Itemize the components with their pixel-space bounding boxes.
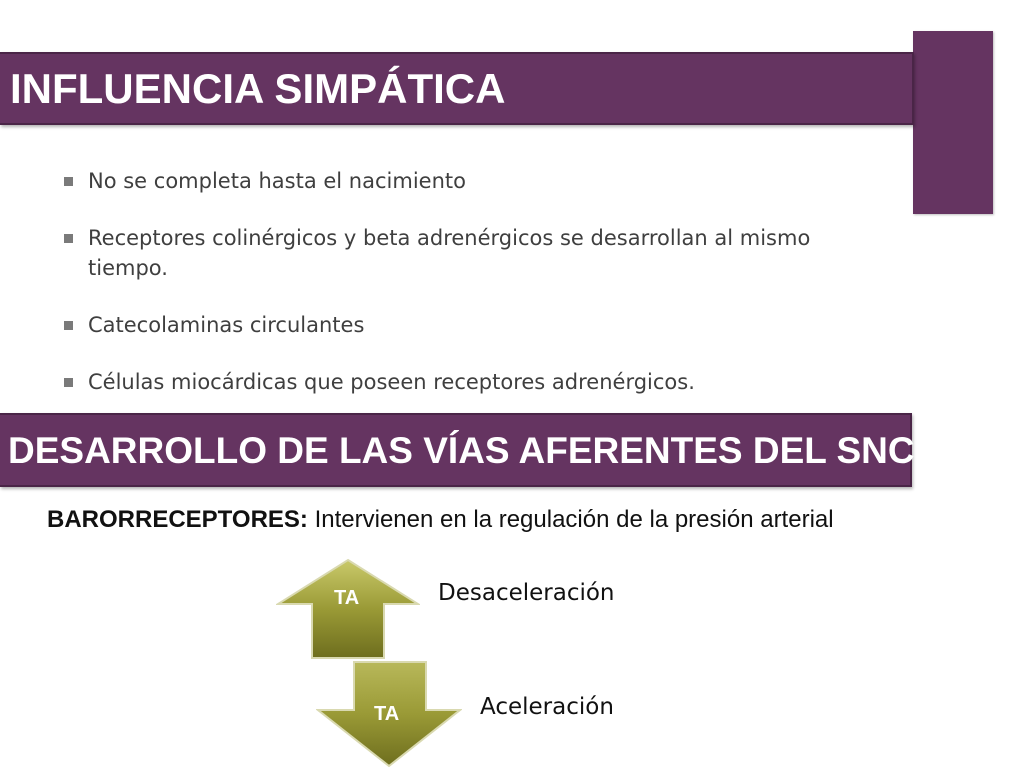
bullet-text: Receptores colinérgicos y beta adrenérgicos se desarrollan al mismo tiempo. xyxy=(88,226,811,280)
section-title-influencia: INFLUENCIA SIMPÁTICA xyxy=(0,52,914,125)
baroreceptor-description: Intervienen en la regulación de la presión arterial xyxy=(307,506,834,533)
bullet-text: No se completa hasta el nacimiento xyxy=(88,169,466,193)
square-bullet-icon xyxy=(64,177,73,186)
arrow-up-label: TA xyxy=(334,587,360,609)
bullet-list xyxy=(62,166,862,424)
accent-block xyxy=(913,31,993,214)
square-bullet-icon xyxy=(64,378,73,387)
acceleration-label: Aceleración xyxy=(480,694,614,720)
bullet-text: Catecolaminas circulantes xyxy=(88,313,365,337)
list-item xyxy=(62,367,862,397)
list-item xyxy=(62,166,862,196)
bullet-text: Células miocárdicas que poseen receptores adrenérgicos. xyxy=(88,370,695,394)
baroreceptor-statement xyxy=(47,506,834,534)
square-bullet-icon xyxy=(64,234,73,243)
deceleration-label: Desaceleración xyxy=(438,580,615,606)
list-item xyxy=(62,223,862,283)
square-bullet-icon xyxy=(64,321,73,330)
baroreceptor-label: BARORRECEPTORES: xyxy=(47,506,308,533)
arrow-down-label: TA xyxy=(374,703,400,725)
section-title-desarrollo: DESARROLLO DE LAS VÍAS AFERENTES DEL SNC xyxy=(0,413,912,487)
list-item xyxy=(62,310,862,340)
